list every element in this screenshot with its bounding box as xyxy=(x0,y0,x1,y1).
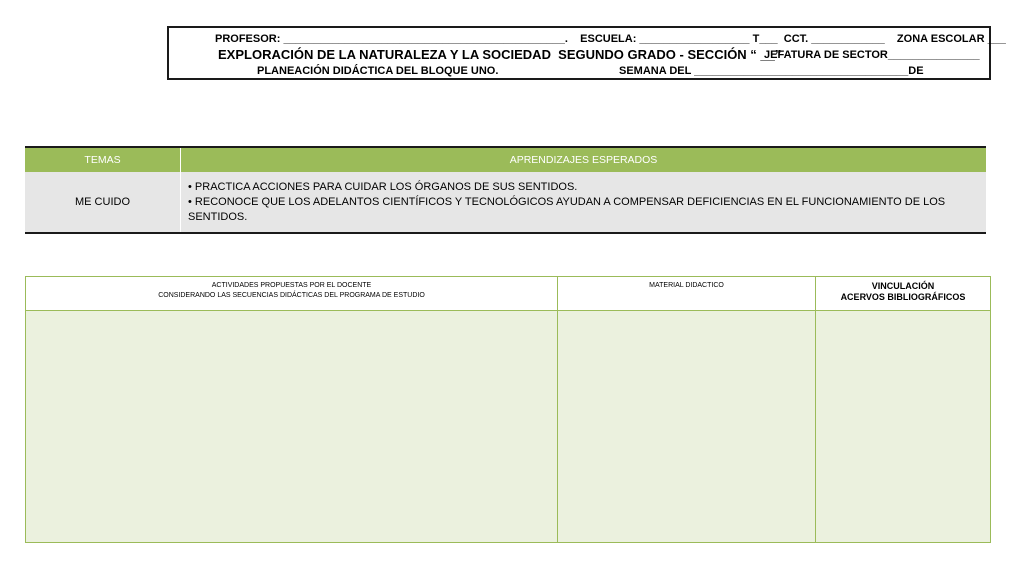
actividades-cell xyxy=(26,311,558,543)
vinculacion-cell xyxy=(816,311,991,543)
aprendizaje-item: • RECONOCE QUE LOS ADELANTOS CIENTÍFICOS Y TECNOLÓGICOS AYUDAN A COMPENSAR DEFICIENCIAS EN EL FUNCIONAMIENTO DE LOS SENTIDOS. xyxy=(188,195,946,223)
header-semana: SEMANA DEL ___________________________________DE xyxy=(619,65,924,77)
aprendizajes-cell xyxy=(181,172,987,233)
header-jefatura: JEFATURA DE SECTOR_______________ xyxy=(764,49,980,61)
actividades-header-line1: ACTIVIDADES PROPUESTAS POR EL DOCENTE xyxy=(211,282,372,289)
activities-header-row xyxy=(26,277,991,311)
actividades-header-line2: CONSIDERANDO LAS SECUENCIAS DIDÁCTICAS DEL PROGRAMA DE ESTUDIO xyxy=(158,292,425,299)
planning-header xyxy=(167,26,1006,80)
header-planeacion: PLANEACIÓN DIDÁCTICA DEL BLOQUE UNO. xyxy=(257,65,499,77)
actividades-header xyxy=(26,277,558,311)
table-row xyxy=(26,311,991,543)
aprendizajes-header: APRENDIZAJES ESPERADOS xyxy=(181,147,987,172)
material-cell xyxy=(558,311,816,543)
vinculacion-header-line1: VINCULACIÓN xyxy=(871,281,935,291)
table-row xyxy=(25,172,986,233)
temas-header: TEMAS xyxy=(25,147,181,172)
vinculacion-header xyxy=(816,277,991,311)
topics-table xyxy=(25,146,986,234)
activities-table xyxy=(25,276,991,543)
tema-cell: ME CUIDO xyxy=(25,172,181,233)
topics-header-row xyxy=(25,147,986,172)
header-subject-title: EXPLORACIÓN DE LA NATURALEZA Y LA SOCIEDAD SEGUNDO GRADO - SECCIÓN “ __” xyxy=(218,47,782,62)
material-header: MATERIAL DIDACTICO xyxy=(558,277,816,311)
vinculacion-header-line2: ACERVOS BIBLIOGRÁFICOS xyxy=(840,292,966,302)
aprendizaje-item: • PRACTICA ACCIONES PARA CUIDAR LOS ÓRGANOS DE SUS SENTIDOS. xyxy=(188,180,578,193)
header-line-profesor: PROFESOR: ______________________________________________. ESCUELA: __________________ T___ CCT. ____________ ZONA ESCOLAR ___ xyxy=(215,33,1006,45)
